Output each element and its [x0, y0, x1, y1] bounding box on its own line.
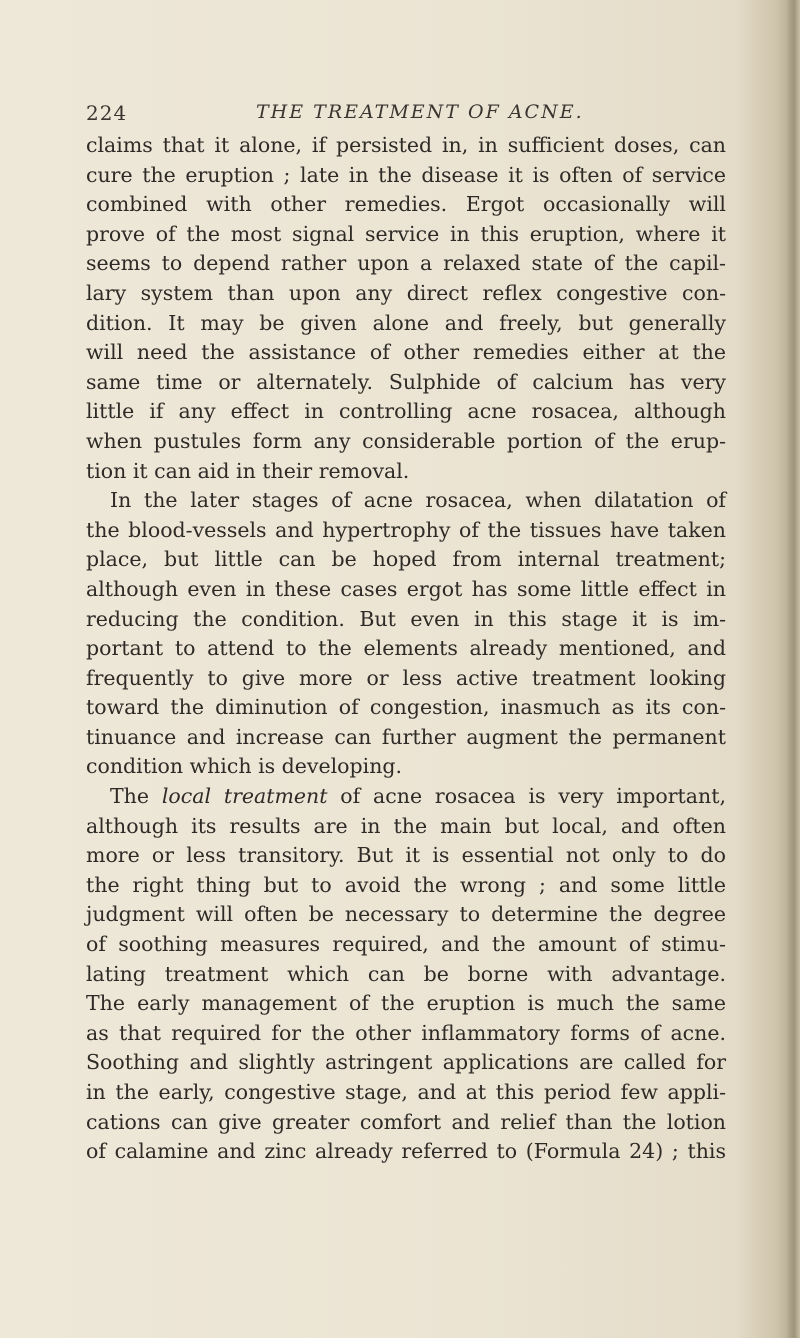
- text-line: as that required for the other inflammatory forms of acne.: [86, 1020, 726, 1045]
- text-line: tinuance and increase can further augment the permanent: [86, 724, 726, 749]
- text-line: in the early, congestive stage, and at this period few appli-: [86, 1080, 726, 1104]
- text-line: tion it can aid in their removal.: [86, 458, 410, 483]
- page-header: [86, 101, 626, 127]
- text-line: cure the eruption ; late in the disease it is often of service: [86, 162, 726, 187]
- text-line: [86, 782, 726, 812]
- text-line: cations can give greater comfort and relief than the lotion: [86, 1109, 726, 1134]
- text-line: The early management of the eruption is much the same: [86, 991, 726, 1016]
- text-line: of calamine and zinc already referred to (Formula 24) ; this: [86, 1139, 726, 1164]
- text-line: the blood-vessels and hypertrophy of the tissues have taken: [86, 517, 726, 542]
- italic-phrase: local treatment: [161, 784, 328, 809]
- text-line: dition. It may be given alone and freely, but generally: [86, 310, 726, 335]
- text-line: claims that it alone, if persisted in, in sufficient doses, can: [86, 133, 726, 157]
- text-line: the right thing but to avoid the wrong ; and some little: [86, 872, 726, 897]
- text-line: same time or alternately. Sulphide of calcium has very: [86, 369, 726, 394]
- text-line: lary system than upon any direct reflex congestive con-: [86, 280, 726, 305]
- text-line: combined with other remedies. Ergot occasionally will: [86, 192, 726, 217]
- text-line: prove of the most signal service in this eruption, where it: [86, 221, 726, 246]
- text-line: judgment will often be necessary to determine the degree: [86, 902, 726, 927]
- text-line: more or less transitory. But it is essential not only to do: [86, 843, 726, 868]
- text-line: little if any effect in controlling acne rosacea, although: [86, 399, 726, 424]
- text-line: In the later stages of acne rosacea, when dilatation of: [110, 488, 726, 513]
- text-line: toward the diminution of congestion, inasmuch as its con-: [86, 695, 726, 720]
- text-line-start: The: [110, 784, 150, 809]
- text-line: frequently to give more or less active treatment looking: [86, 665, 726, 690]
- text-line: will need the assistance of other remedies either at the: [86, 340, 726, 365]
- text-line: when pustules form any considerable portion of the erup-: [86, 428, 726, 453]
- text-line: portant to attend to the elements already mentioned, and: [86, 636, 726, 661]
- body-text: [86, 131, 726, 1167]
- text-line: lating treatment which can be borne with advantage.: [86, 961, 726, 986]
- running-title: THE TREATMENT OF ACNE.: [256, 101, 584, 123]
- page-number: 224: [86, 101, 128, 125]
- text-line: reducing the condition. But even in this stage it is im-: [86, 606, 726, 631]
- page-edge-shadow: [786, 0, 800, 1338]
- text-line: although even in these cases ergot has some little effect in: [86, 576, 726, 601]
- text-line: condition which is developing.: [86, 754, 403, 779]
- text-line: although its results are in the main but local, and often: [86, 813, 726, 838]
- text-line: place, but little can be hoped from internal treatment;: [86, 547, 726, 572]
- text-line: seems to depend rather upon a relaxed state of the capil-: [86, 251, 726, 276]
- text-line: Soothing and slightly astringent applications are called for: [86, 1050, 726, 1075]
- text-line-end: of acne rosacea is very important,: [340, 784, 726, 809]
- text-line: of soothing measures required, and the amount of stimu-: [86, 932, 726, 957]
